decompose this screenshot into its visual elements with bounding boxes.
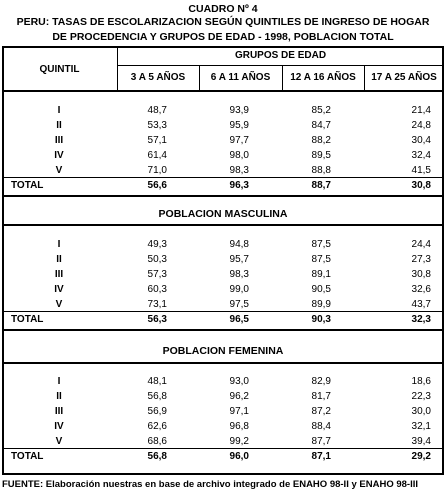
rate-value: 56,9	[147, 406, 167, 417]
section-heading: POBLACION MASCULINA	[158, 208, 288, 220]
rate-value: 48,1	[147, 376, 167, 387]
total-value: 56,3	[147, 314, 167, 325]
rate-value: 81,7	[311, 391, 331, 402]
table-border-bottom	[2, 473, 444, 475]
rate-value: 56,8	[147, 391, 167, 402]
rate-value: 27,3	[411, 254, 431, 265]
rate-value: 87,5	[311, 254, 331, 265]
table-border-left	[2, 46, 4, 475]
rate-value: 89,1	[311, 269, 331, 280]
rate-value: 98,3	[229, 165, 249, 176]
quintil-label: III	[54, 406, 64, 417]
rate-value: 39,4	[411, 436, 431, 447]
rate-value: 30,8	[411, 269, 431, 280]
column-header-age-group: 17 A 25 AÑOS	[371, 72, 437, 83]
rate-value: 85,2	[311, 105, 331, 116]
rate-value: 95,7	[229, 254, 249, 265]
total-label: TOTAL	[11, 451, 44, 462]
quintil-label: V	[55, 165, 63, 176]
total-value: 87,1	[311, 451, 331, 462]
total-value: 96,3	[229, 180, 249, 191]
rate-value: 95,9	[229, 120, 249, 131]
rate-value: 73,1	[147, 299, 167, 310]
header-subrule	[117, 65, 444, 66]
quintil-label: IV	[54, 284, 64, 295]
rate-value: 88,4	[311, 421, 331, 432]
total-value: 88,7	[311, 180, 331, 191]
column-header-age-group: 12 A 16 AÑOS	[290, 72, 356, 83]
rate-value: 90,5	[311, 284, 331, 295]
rate-value: 88,8	[311, 165, 331, 176]
rate-value: 62,6	[147, 421, 167, 432]
rate-value: 87,7	[311, 436, 331, 447]
rate-value: 94,8	[229, 239, 249, 250]
rate-value: 24,8	[411, 120, 431, 131]
rate-value: 57,3	[147, 269, 167, 280]
section-bottom-rule	[2, 195, 444, 197]
rate-value: 18,6	[411, 376, 431, 387]
quintil-label: II	[56, 254, 62, 265]
rate-value: 89,9	[311, 299, 331, 310]
rate-value: 48,7	[147, 105, 167, 116]
quintil-label: III	[54, 135, 64, 146]
column-header-quintil: QUINTIL	[39, 64, 80, 75]
rate-value: 99,0	[229, 284, 249, 295]
rate-value: 96,8	[229, 421, 249, 432]
rate-value: 82,9	[311, 376, 331, 387]
rate-value: 88,2	[311, 135, 331, 146]
table-title-line-1: PERU: TASAS DE ESCOLARIZACION SEGÚN QUINTILES DE INGRESO DE HOGAR	[16, 16, 430, 28]
rate-value: 32,6	[411, 284, 431, 295]
column-header-age-group: 3 A 5 AÑOS	[130, 72, 186, 83]
column-header-grupos: GRUPOS DE EDAD	[234, 50, 327, 61]
quintil-label: I	[57, 376, 61, 387]
rate-value: 89,5	[311, 150, 331, 161]
rate-value: 71,0	[147, 165, 167, 176]
rate-value: 43,7	[411, 299, 431, 310]
section-heading: POBLACION FEMENINA	[162, 345, 284, 357]
total-rule	[2, 448, 444, 449]
section-bottom-rule	[2, 329, 444, 331]
section-heading-rule	[2, 224, 444, 226]
quintil-label: II	[56, 120, 62, 131]
rate-value: 97,7	[229, 135, 249, 146]
rate-value: 24,4	[411, 239, 431, 250]
rate-value: 41,5	[411, 165, 431, 176]
rate-value: 87,2	[311, 406, 331, 417]
quintil-label: III	[54, 269, 64, 280]
header-bottom-rule	[2, 90, 444, 92]
rate-value: 93,0	[229, 376, 249, 387]
quintil-label: V	[55, 436, 63, 447]
column-header-age-group: 6 A 11 AÑOS	[210, 72, 271, 83]
rate-value: 98,0	[229, 150, 249, 161]
quintil-label: IV	[54, 150, 64, 161]
quintil-label: V	[55, 299, 63, 310]
total-value: 96,5	[229, 314, 249, 325]
rate-value: 60,3	[147, 284, 167, 295]
quintil-label: I	[57, 239, 61, 250]
rate-value: 22,3	[411, 391, 431, 402]
rate-value: 87,5	[311, 239, 331, 250]
table-title-line-2: DE PROCEDENCIA Y GRUPOS DE EDAD - 1998, POBLACION TOTAL	[52, 31, 394, 43]
total-value: 30,8	[411, 180, 431, 191]
rate-value: 30,4	[411, 135, 431, 146]
rate-value: 99,2	[229, 436, 249, 447]
source-note: FUENTE: Elaboración nuestras en base de archivo integrado de ENAHO 98-II y ENAHO 98-III	[2, 479, 418, 490]
rate-value: 97,5	[229, 299, 249, 310]
total-value: 29,2	[411, 451, 431, 462]
rate-value: 49,3	[147, 239, 167, 250]
section-heading-rule	[2, 362, 444, 364]
rate-value: 97,1	[229, 406, 249, 417]
rate-value: 96,2	[229, 391, 249, 402]
total-label: TOTAL	[11, 180, 44, 191]
total-rule	[2, 311, 444, 312]
rate-value: 32,4	[411, 150, 431, 161]
total-value: 32,3	[411, 314, 431, 325]
total-value: 90,3	[311, 314, 331, 325]
rate-value: 84,7	[311, 120, 331, 131]
rate-value: 61,4	[147, 150, 167, 161]
rate-value: 21,4	[411, 105, 431, 116]
rate-value: 68,6	[147, 436, 167, 447]
rate-value: 50,3	[147, 254, 167, 265]
total-value: 96,0	[229, 451, 249, 462]
rate-value: 32,1	[411, 421, 431, 432]
quintil-label: I	[57, 105, 61, 116]
table-border-top	[2, 46, 444, 48]
total-label: TOTAL	[11, 314, 44, 325]
rate-value: 98,3	[229, 269, 249, 280]
table-number: CUADRO Nº 4	[188, 3, 258, 15]
data-table	[2, 46, 444, 475]
quintil-label: IV	[54, 421, 64, 432]
total-value: 56,6	[147, 180, 167, 191]
total-value: 56,8	[147, 451, 167, 462]
quintil-label: II	[56, 391, 62, 402]
rate-value: 57,1	[147, 135, 167, 146]
table-border-right	[442, 46, 444, 475]
rate-value: 93,9	[229, 105, 249, 116]
rate-value: 30,0	[411, 406, 431, 417]
total-rule	[2, 177, 444, 178]
rate-value: 53,3	[147, 120, 167, 131]
